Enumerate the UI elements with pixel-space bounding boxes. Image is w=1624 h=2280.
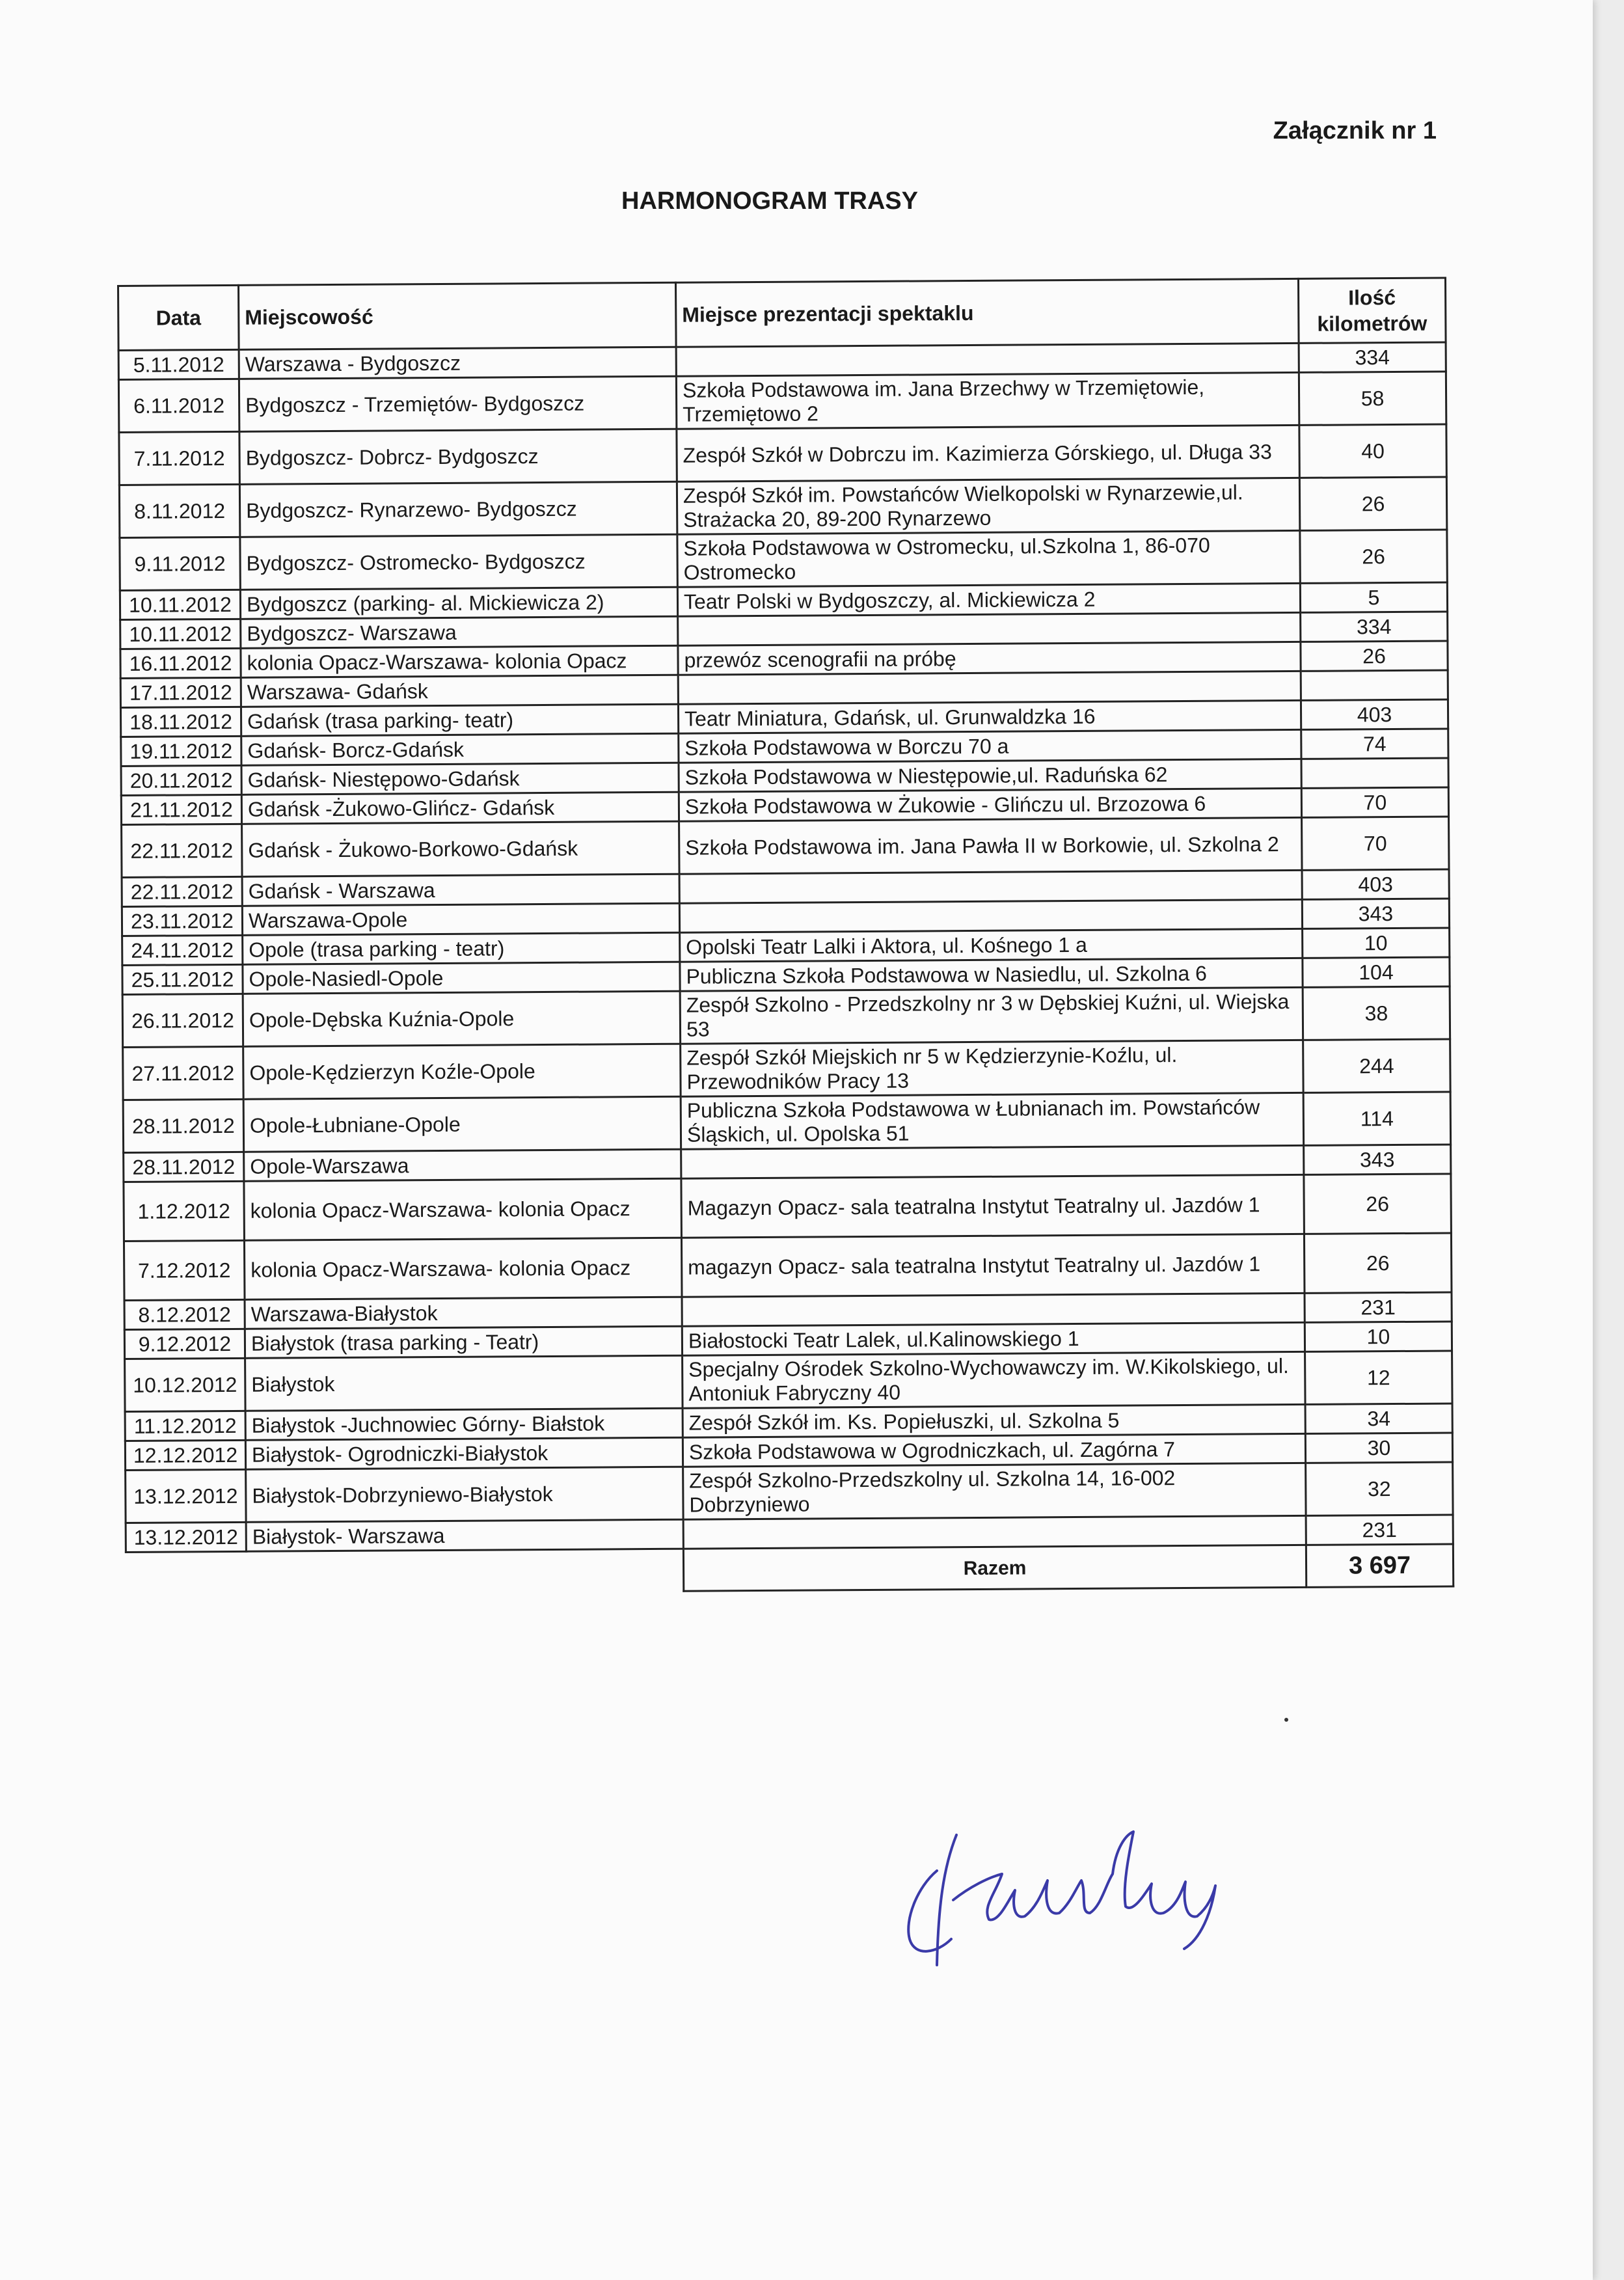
cell-km: 114 [1303,1092,1450,1145]
cell-venue: przewóz scenografii na próbę [678,642,1301,675]
cell-km: 34 [1305,1404,1452,1433]
cell-city: Warszawa- Gdańsk [241,675,678,707]
cell-city: kolonia Opacz-Warszawa- kolonia Opacz [241,645,678,677]
cell-km: 40 [1299,424,1446,478]
header-city: Miejscowość [239,282,677,349]
cell-venue [679,870,1302,903]
cell-date: 10.11.2012 [120,619,241,649]
cell-km: 231 [1305,1292,1452,1322]
cell-km: 70 [1302,817,1449,870]
cell-km [1301,670,1448,700]
cell-km: 343 [1304,1145,1451,1174]
total-row [126,1544,1453,1594]
cell-venue [682,1293,1305,1326]
cell-city: Gdańsk- Niestępowo-Gdańsk [241,763,679,794]
cell-date: 12.12.2012 [125,1440,245,1470]
cell-km: 10 [1305,1322,1452,1351]
cell-date: 19.11.2012 [121,736,241,766]
cell-city: Warszawa - Bydgoszcz [239,347,676,379]
cell-km: 343 [1302,899,1449,929]
cell-date: 22.11.2012 [122,876,242,906]
total-spacer [246,1549,683,1594]
cell-date: 16.11.2012 [120,648,241,678]
cell-venue [683,1515,1306,1549]
header-venue: Miejsce prezentacji spektaklu [675,278,1299,347]
cell-km [1301,758,1448,788]
cell-date: 28.11.2012 [124,1152,244,1182]
cell-venue: Specjalny Ośrodek Szkolno-Wychowawczy im. W.Kikolskiego, ul. Antoniuk Fabryczny 40 [683,1351,1305,1408]
cell-km: 26 [1304,1233,1452,1293]
cell-km: 244 [1303,1039,1450,1092]
cell-city: Bydgoszcz- Dobrcz- Bydgoszcz [239,429,677,484]
table-row [124,1174,1452,1241]
table-row [126,1462,1453,1523]
cell-date: 8.12.2012 [124,1299,245,1329]
cell-city: Bydgoszcz (parking- al. Mickiewicza 2) [240,587,677,619]
cell-date: 21.11.2012 [121,794,241,824]
cell-date: 24.11.2012 [122,935,243,965]
cell-km: 231 [1306,1515,1453,1545]
cell-city: Gdańsk - Żukowo-Borkowo-Gdańsk [242,821,679,876]
cell-venue: Zespół Szkół im. Powstańców Wielkopolski w Rynarzewie,ul. Strażacka 20, 89-200 Rynarzewo [677,478,1299,534]
cell-date: 5.11.2012 [118,349,239,379]
cell-date: 17.11.2012 [120,677,241,707]
cell-venue: Szkoła Podstawowa w Żukowie - Glińczu ul. Brzozowa 6 [679,788,1301,821]
cell-city: kolonia Opacz-Warszawa- kolonia Opacz [244,1238,682,1299]
cell-date: 26.11.2012 [122,994,243,1047]
cell-km: 10 [1303,928,1450,958]
cell-venue: Zespół Szkół w Dobrczu im. Kazimierza Górskiego, ul. Długa 33 [677,425,1299,482]
cell-date: 13.12.2012 [126,1522,246,1552]
cell-venue [676,343,1299,376]
cell-city: Bydgoszcz- Rynarzewo- Bydgoszcz [239,482,677,537]
schedule-table [117,277,1454,1595]
annex-label: Załącznik nr 1 [1273,117,1437,144]
cell-date: 25.11.2012 [122,964,243,994]
cell-venue: Publiczna Szkoła Podstawowa w Nasiedlu, ul. Szkolna 6 [680,958,1303,991]
cell-km: 58 [1299,372,1446,425]
cell-date: 11.12.2012 [125,1411,245,1441]
cell-km: 26 [1304,1174,1452,1234]
cell-venue [681,1145,1304,1178]
cell-date: 8.11.2012 [119,484,239,537]
cell-date: 22.11.2012 [122,824,242,877]
cell-city: Warszawa-Białystok [245,1297,682,1329]
cell-venue: Teatr Miniatura, Gdańsk, ul. Grunwaldzka 16 [678,700,1301,733]
cell-city: Gdańsk -Żukowo-Glińcz- Gdańsk [241,792,679,824]
cell-date: 9.12.2012 [124,1329,245,1359]
cell-venue: Szkoła Podstawowa im. Jana Pawła II w Borkowie, ul. Szkolna 2 [679,817,1302,874]
cell-km: 403 [1301,699,1448,729]
cell-km: 38 [1303,986,1450,1040]
cell-city: kolonia Opacz-Warszawa- kolonia Opacz [244,1178,682,1240]
cell-km: 334 [1299,342,1446,372]
table-row [120,530,1447,590]
table-row [123,1039,1450,1100]
cell-date: 18.11.2012 [120,707,241,737]
cell-city: Gdańsk - Warszawa [242,874,679,906]
header-date: Data [118,285,239,350]
cell-km: 26 [1300,530,1447,583]
cell-venue: Publiczna Szkoła Podstawowa w Łubnianach im. Powstańców Śląskich, ul. Opolska 51 [681,1092,1303,1149]
cell-city: Opole (trasa parking - teatr) [243,932,680,964]
cell-venue: magazyn Opacz- sala teatralna Instytut Teatralny ul. Jazdów 1 [681,1234,1305,1297]
table-row [119,424,1446,485]
cell-date: 10.12.2012 [125,1358,245,1411]
cell-km: 104 [1303,957,1450,987]
cell-km: 334 [1301,612,1448,642]
cell-date: 9.11.2012 [120,537,240,590]
cell-city: Białystok- Warszawa [246,1519,683,1551]
cell-date: 7.12.2012 [124,1240,245,1300]
cell-date: 13.12.2012 [126,1469,246,1523]
cell-venue: Szkoła Podstawowa w Borczu 70 a [679,729,1301,763]
total-value: 3 697 [1306,1544,1453,1587]
cell-city: Białystok- Ogrodniczki-Białystok [245,1437,683,1469]
cell-km: 26 [1301,641,1448,671]
cell-km: 12 [1305,1351,1452,1404]
ink-dot [1284,1718,1288,1722]
cell-city: Białystok [245,1355,683,1411]
cell-venue: Białostocki Teatr Lalek, ul.Kalinowskiego 1 [682,1322,1305,1355]
cell-venue [678,671,1301,704]
cell-km: 5 [1300,582,1447,612]
cell-city: Białystok (trasa parking - Teatr) [245,1326,682,1358]
cell-city: Białystok-Dobrzyniewo-Białystok [246,1467,683,1522]
cell-date: 23.11.2012 [122,906,242,936]
cell-venue: Szkoła Podstawowa w Ostromecku, ul.Szkolna 1, 86-070 Ostromecko [677,530,1300,587]
cell-venue [679,899,1302,932]
cell-city: Opole-Nasiedl-Opole [243,962,680,994]
cell-venue: Zespół Szkolno-Przedszkolny ul. Szkolna 14, 16-002 Dobrzyniewo [683,1463,1306,1519]
cell-city: Warszawa-Opole [242,903,679,935]
table-header-row [118,278,1446,350]
cell-date: 27.11.2012 [123,1046,243,1100]
cell-city: Opole-Kędzierzyn Koźle-Opole [243,1044,681,1099]
cell-city: Białystok -Juchnowiec Górny- Białstok [245,1408,683,1440]
table-row [122,817,1449,877]
cell-km: 30 [1305,1433,1452,1463]
cell-city: Bydgoszcz- Ostromecko- Bydgoszcz [240,534,677,590]
cell-city: Bydgoszcz- Warszawa [241,616,678,648]
total-spacer [126,1551,246,1594]
cell-city: Opole-Warszawa [244,1149,681,1181]
cell-city: Gdańsk (trasa parking- teatr) [241,704,678,736]
table-row [123,1092,1450,1152]
cell-venue: Teatr Polski w Bydgoszczy, al. Mickiewicza 2 [677,583,1300,616]
cell-km: 403 [1302,869,1449,899]
table-row [125,1351,1452,1411]
cell-date: 1.12.2012 [124,1181,245,1241]
cell-city: Gdańsk- Borcz-Gdańsk [241,733,679,765]
cell-city: Bydgoszcz - Trzemiętów- Bydgoszcz [239,376,676,431]
cell-km: 70 [1301,787,1448,817]
table-row [122,986,1450,1047]
document-title: HARMONOGRAM TRASY [621,187,918,215]
cell-venue: Opolski Teatr Lalki i Aktora, ul. Kośnego 1 a [680,929,1303,962]
table-row [118,372,1446,432]
cell-km: 74 [1301,729,1448,759]
cell-date: 28.11.2012 [123,1099,243,1152]
cell-date: 10.11.2012 [120,590,240,619]
cell-venue: Szkoła Podstawowa w Niestępowie,ul. Raduńska 62 [679,759,1301,792]
cell-km: 32 [1306,1462,1453,1515]
header-km: Ilość kilometrów [1298,278,1446,343]
table-row [119,477,1446,537]
cell-venue: Zespół Szkolno - Przedszkolny nr 3 w Dębskiej Kuźni, ul. Wiejska 53 [680,987,1303,1044]
cell-date: 6.11.2012 [118,379,239,432]
cell-venue [678,612,1301,645]
total-label: Razem [683,1545,1306,1591]
table-row [124,1233,1452,1300]
cell-venue: Zespół Szkół Miejskich nr 5 w Kędzierzynie-Koźlu, ul. Przewodników Pracy 13 [681,1040,1303,1096]
cell-km: 26 [1299,477,1446,530]
cell-city: Opole-Dębska Kuźnia-Opole [243,991,680,1046]
cell-venue: Szkoła Podstawowa w Ogrodniczkach, ul. Zagórna 7 [683,1433,1305,1467]
cell-venue: Szkoła Podstawowa im. Jana Brzechwy w Trzemiętowie, Trzemiętowo 2 [676,372,1299,429]
handwritten-signature [891,1809,1230,1978]
cell-date: 7.11.2012 [119,431,239,485]
cell-venue: Magazyn Opacz- sala teatralna Instytut Teatralny ul. Jazdów 1 [681,1174,1305,1238]
cell-date: 20.11.2012 [121,765,241,795]
cell-venue: Zespół Szkół im. Ks. Popiełuszki, ul. Szkolna 5 [683,1404,1305,1437]
cell-city: Opole-Łubniane-Opole [243,1096,681,1152]
